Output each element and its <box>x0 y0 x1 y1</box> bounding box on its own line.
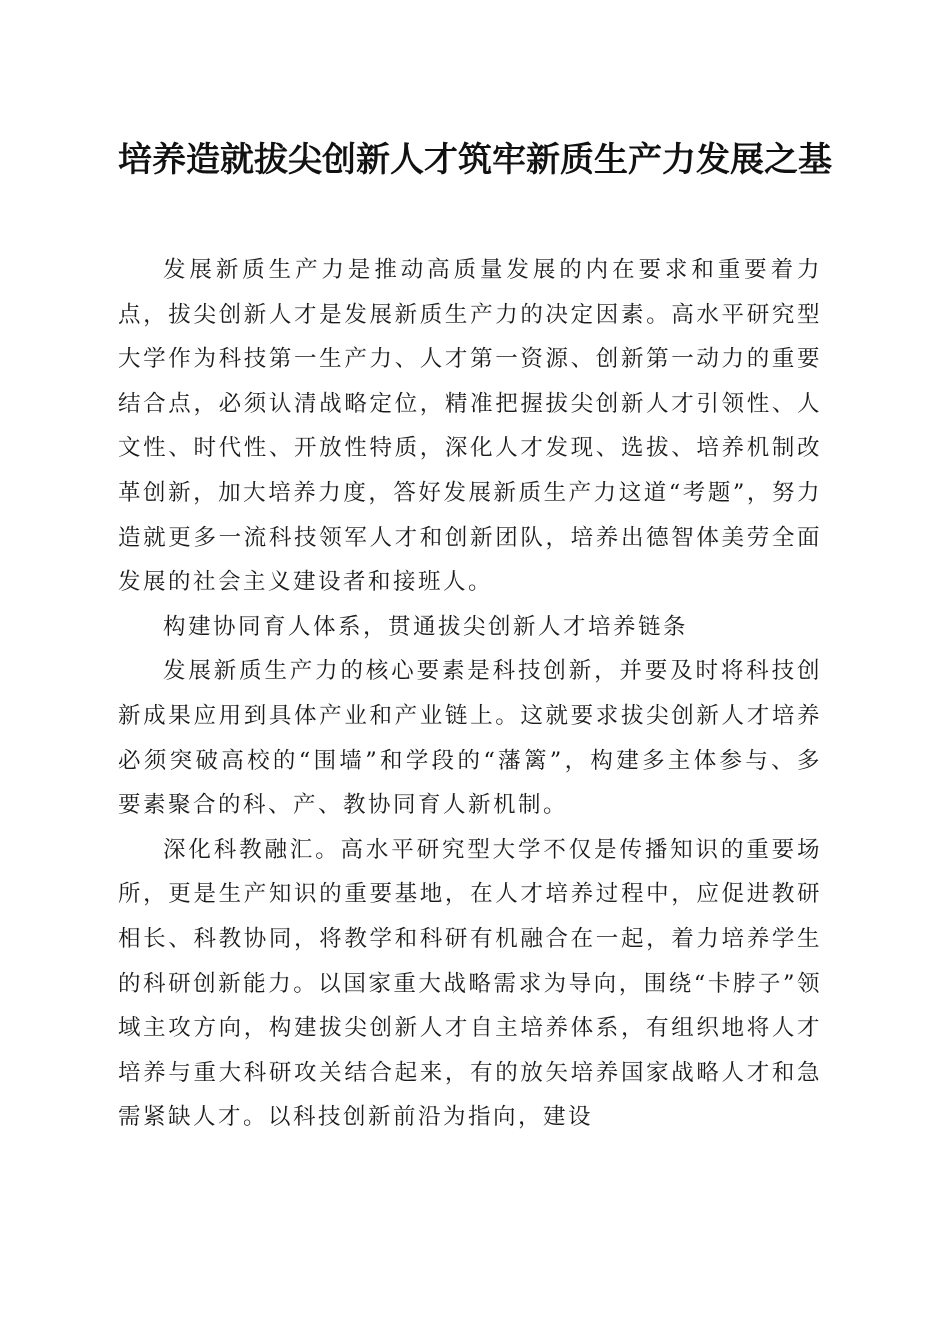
document-body <box>118 248 822 1140</box>
document-title: 培养造就拔尖创新人才筑牢新质生产力发展之基 <box>118 140 832 180</box>
paragraph-core-elements: 发展新质生产力的核心要素是科技创新，并要及时将科技创新成果应用到具体产业和产业链上。这就要求拔尖创新人才培养必须突破高校的“围墙”和学段的“藩篱”，构建多主体参与、多要素聚合的科、产、教协同育人新机制。 <box>118 658 822 819</box>
paragraph-science-education: 深化科教融汇。高水平研究型大学不仅是传播知识的重要场所，更是生产知识的重要基地，在人才培养过程中，应促进教研相长、科教协同，将教学和科研有机融合在一起，着力培养学生的科研创新能力。以国家重大战略需求为导向，围绕“卡脖子”领域主攻方向，构建拔尖创新人才自主培养体系，有组织地将人才培养与重大科研攻关结合起来，有的放矢培养国家战略人才和急需紧缺人才。以科技创新前沿为指向，建设 <box>118 836 822 1131</box>
section-heading: 构建协同育人体系，贯通拔尖创新人才培养链条 <box>163 613 689 640</box>
paragraph-intro: 发展新质生产力是推动高质量发展的内在要求和重要着力点，拔尖创新人才是发展新质生产力的决定因素。高水平研究型大学作为科技第一生产力、人才第一资源、创新第一动力的重要结合点，必须认清战略定位，精准把握拔尖创新人才引领性、人文性、时代性、开放性特质，深化人才发现、选拔、培养机制改革创新，加大培养力度，答好发展新质生产力这道“考题”，努力造就更多一流科技领军人才和创新团队，培养出德智体美劳全面发展的社会主义建设者和接班人。 <box>118 257 822 596</box>
